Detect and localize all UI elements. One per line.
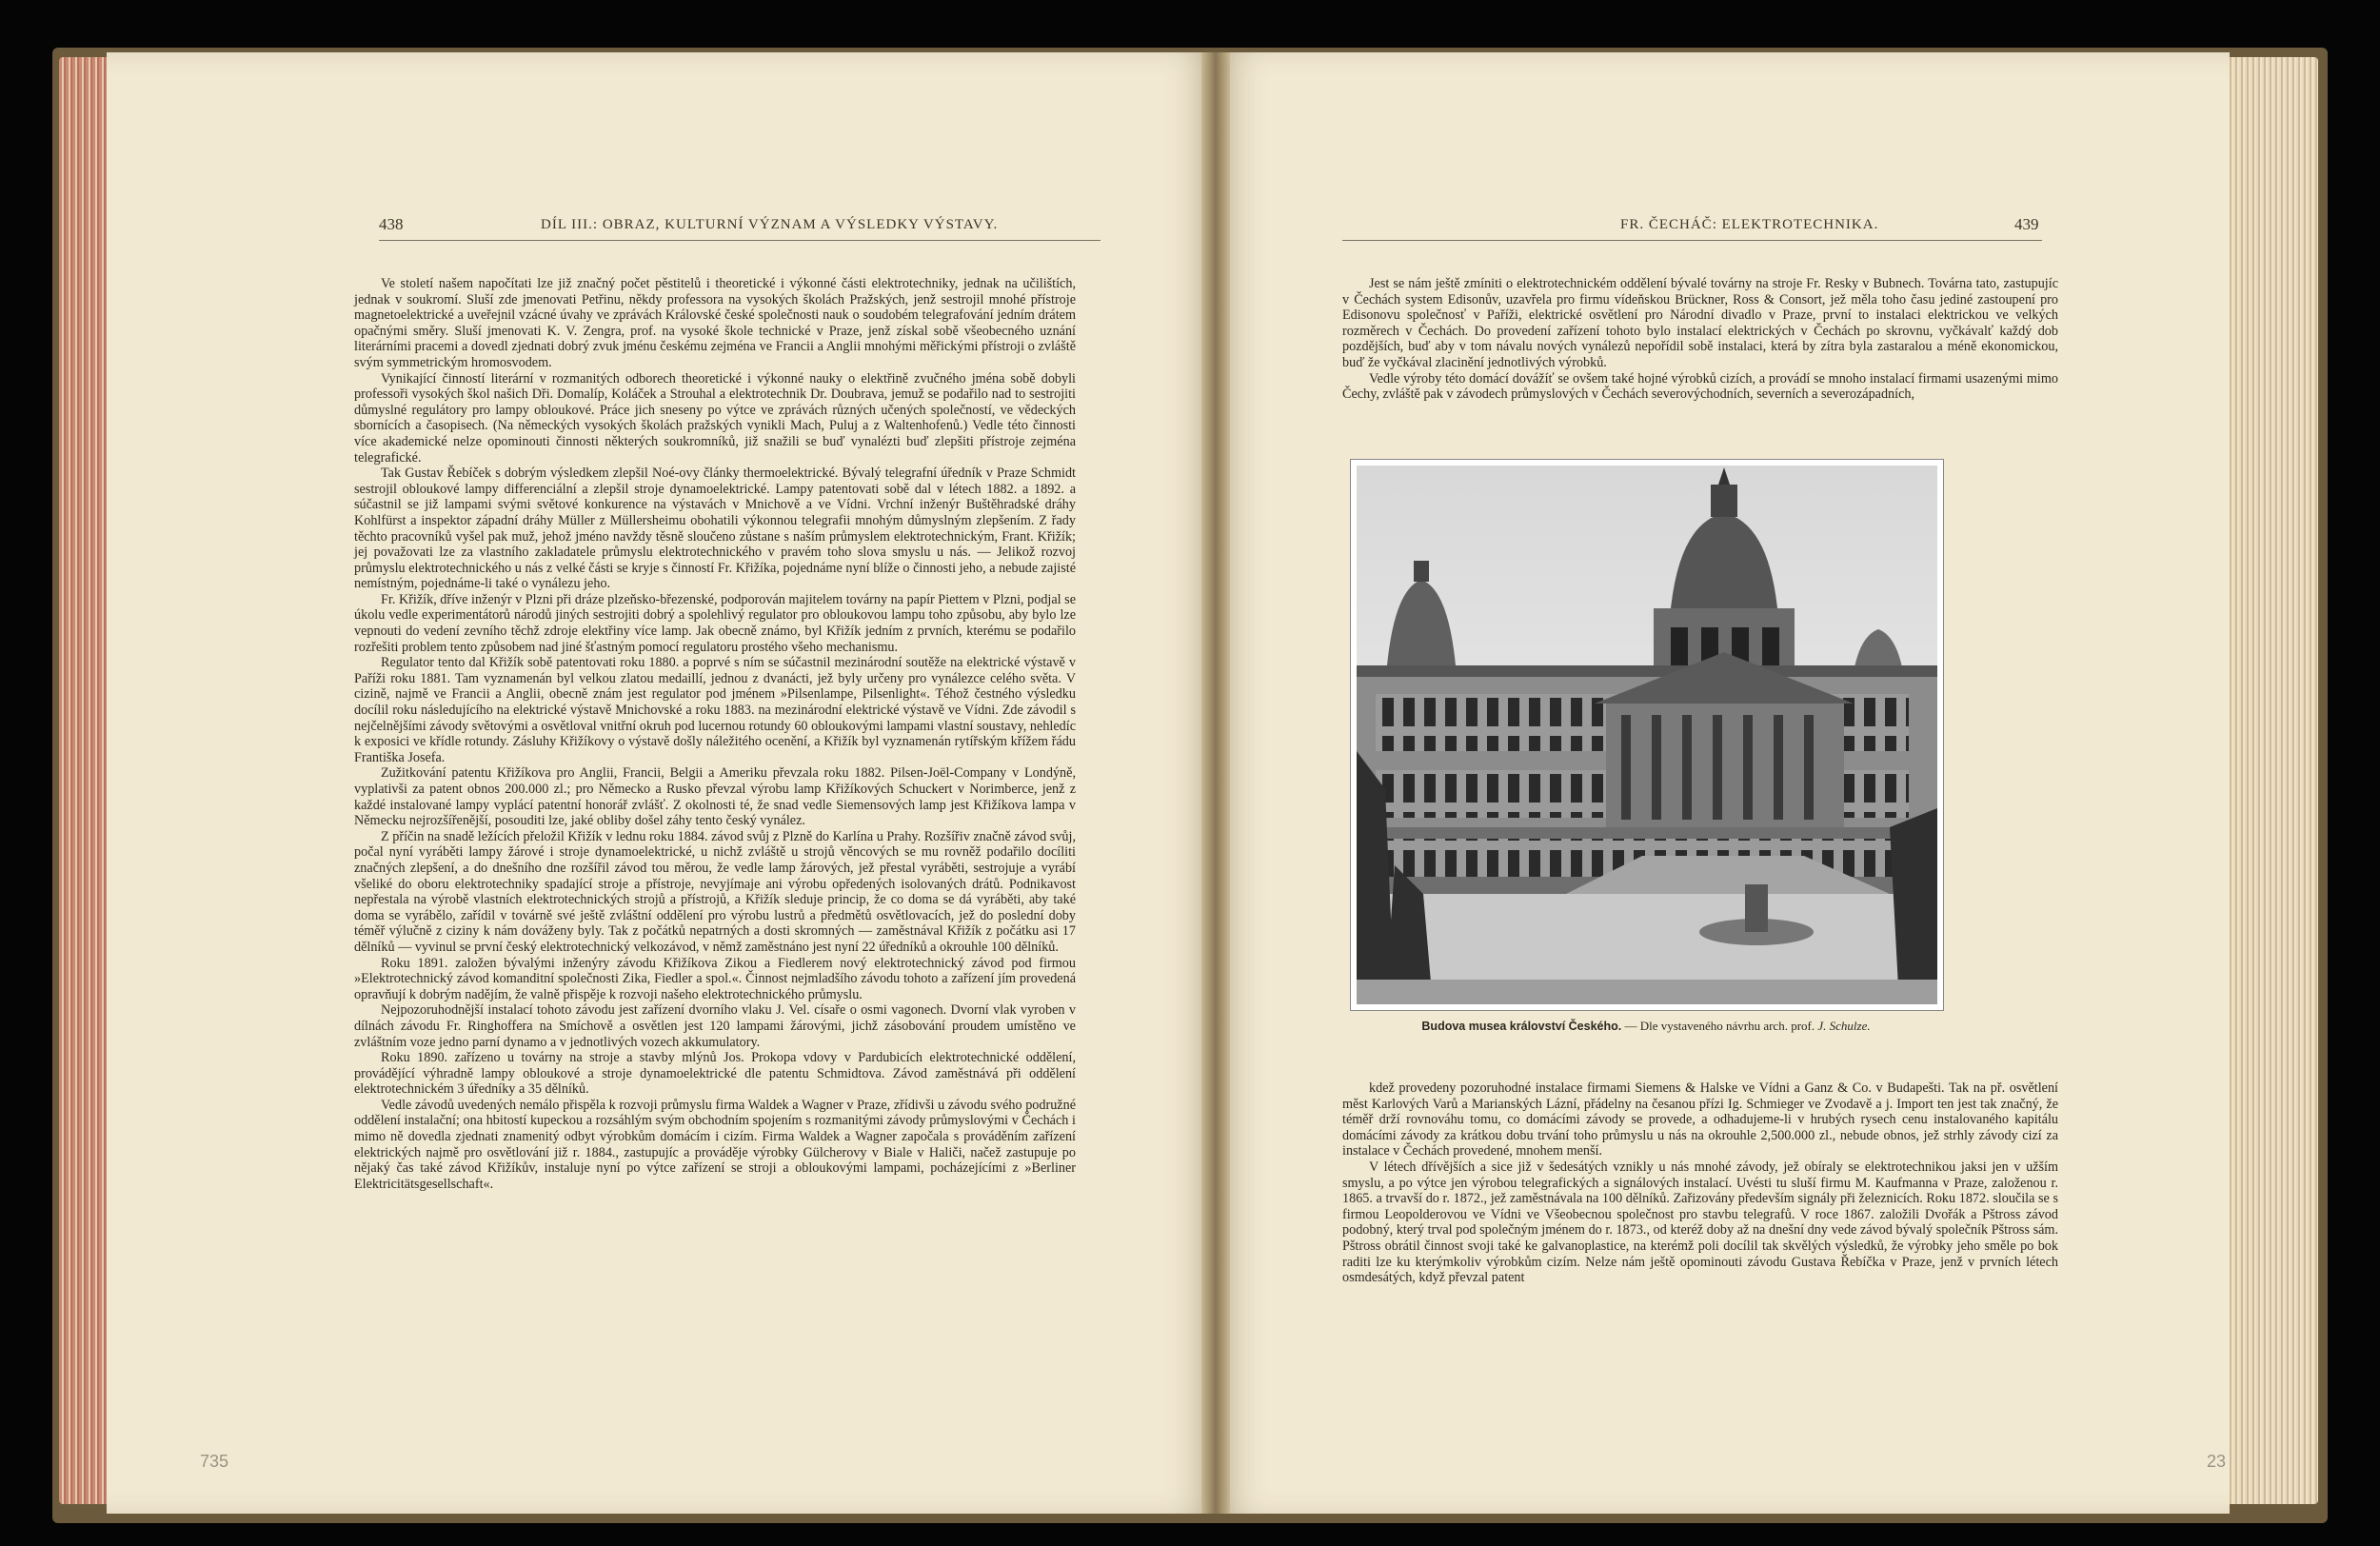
left-header-rule bbox=[379, 240, 1101, 241]
caption-author: J. Schulze. bbox=[1817, 1019, 1871, 1033]
right-header-rule bbox=[1342, 240, 2042, 241]
page-edges-right bbox=[2228, 57, 2318, 1504]
museum-engraving bbox=[1350, 459, 1944, 1011]
paragraph: Nejpozoruhodnější instalací tohoto závodu jest zařízení dvorního vlaku J. Vel. císaře o osmi vagonech. Dvorní vlak vyroben v dílnách závodu Fr. Ringhoffera na Smíchově a osvětlen jest 120 lampami žárovými, jichž zásobování proudem umístěno ve zvláštním voze jedno parní dynamo a v jednotlivých vozech akkumulatory. bbox=[354, 1002, 1076, 1050]
right-running-head: FR. ČECHÁČ: ELEKTROTECHNIKA. bbox=[1620, 217, 1879, 232]
pencil-mark-right: 23 bbox=[2207, 1452, 2227, 1471]
paragraph: Fr. Křižík, dříve inženýr v Plzni při dráze plzeňsko-březenské, podporován majitelem továrny na papír Piettem v Plzni, podjal se úkolu vedle experimentátorů národů jiných sestrojiti dobrý a spolehlivý regulator pro obloukovou lampu toho způsobu, aby bylo lze vepnouti do vedení zevního těchž zdroje elektřiny více lamp. Jak obecně známo, byl Křižík jedním z prvních, kterému se podařilo rozřešiti problem tento způsobem nad jiné šťastným pomocí regulatoru prostého všeho mechanismu. bbox=[354, 591, 1076, 655]
figure-caption bbox=[1350, 1019, 1942, 1034]
right-page-text-bottom bbox=[1342, 1080, 2058, 1286]
paragraph: Vynikající činností literární v rozmanitých odborech theoretické i výkonné nauky o elektřině zvučného jména sobě dobyli professoři vysokých škol našich Dři. Domalíp, Koláček a Strouhal a elektrotechnik Dr. Doubrava, jemuž se podařilo nad to sestrojiti důmyslné regulátory pro lampy obloukové. Práce jich sneseny po výtce ve zprávách různých učených společností, ve vědeckých sbornících a časopisech. (Na německých vysokých školách pražských vynikli Mach, Puluj a z Waltenhofenů.) Vedle této činnosti více akademické nelze opominouti činnosti některých soukromníků, již snažili se buď vynalézti buď zlepšiti přístroje zejména telegrafické. bbox=[354, 370, 1076, 466]
right-page-text-top bbox=[1342, 276, 2058, 403]
left-page-text bbox=[354, 276, 1076, 1192]
page-edges-left bbox=[59, 57, 109, 1504]
paragraph: kdež provedeny pozoruhodné instalace firmami Siemens & Halske ve Vídni a Ganz & Co. v Budapešti. Tak na př. osvětlení měst Karlových Varů a Marianských Lázní, přádelny na česanou přízi Ig. Schmieger ve Zvodavě a j. Import ten jest tak značný, že téměř drží rovnováhu tomu, co domácími závody se provede, a odhadujeme-li v hrubých rysech cenu instalovaného kapitálu domácími závody za krátkou dobu trvání toho průmyslu u nás na okrouhle 2,500.000 zl., nebude obnos, jež strhly závody cizí za instalace v Čechách provedené, mnohem menší. bbox=[1342, 1080, 2058, 1160]
paragraph: Vedle výroby této domácí dovážíť se ovšem také hojné výrobků cizích, a provádí se mnoho instalací firmami usazenými mimo Čechy, zvláště pak v závodech průmyslových v Čechách severovýchodních, severních a severozápadních, bbox=[1342, 370, 2058, 403]
paragraph: Zužitkování patentu Křižíkova pro Anglii, Francii, Belgii a Ameriku převzala roku 1882. Pilsen-Joël-Company v Londýně, vyplativši za patent obnos 200.000 zl.; pro Německo a Rusko převzal výrobu lamp Křižíkových Schuckert v Norimberce, jenž z každé instalované lampy vyplácí patentní honorář zvlášť. Z okolnosti té, že snad vedle Siemensových lamp jest Křižíkova lampa v Německu nejrozšířenější, posouditi lze, jaké obliby došel záhy tento český vynález. bbox=[354, 765, 1076, 829]
pencil-mark-left: 735 bbox=[200, 1452, 229, 1471]
paragraph: Regulator tento dal Křižík sobě patentovati roku 1880. a poprvé s ním se súčastnil mezinárodní soutěže na elektrické výstavě v Paříži roku 1881. Tam vyznamenán byl velkou zlatou medaillí, jednou z dvanácti, jež byly určeny pro vynálezce celého světa. V cizině, najmě ve Francii a Anglii, obecně znám jest regulator pod jménem »Pilsenlampe, Pilsenlight«. Téhož čestného výsledku docílil roku následujícího na elektrické výstavě Mnichovské a roku 1883. na mezinárodní elektrické výstavě ve Vídni. Zde závodil s nejčelnějšími závody světovými a osvětloval vnitřní okruh pod lucernou rotundy 60 obloukovými lampami vlastní soustavy, nehledíc k exposici ve křídle rotundy. Zásluhy Křižíkovy o výstavě došly náležitého ocenění, a Křižík byl vyznamenán rytířským křížem řádu Františka Josefa. bbox=[354, 655, 1076, 765]
paragraph: Z příčin na snadě ležících přeložil Křižík v lednu roku 1884. závod svůj z Plzně do Karlína u Prahy. Rozšířiv značně závod svůj, počal nyní vyráběti lampy žárové i stroje dynamoelektrické, u nichž zvláště u strojů věncových se mu rovněž podařilo docíliti značných zlepšení, a do dnešního dne rozšířil závod tou měrou, že vedle lamp žárových, jež přestal vyráběti, sestrojuje a vyrábí všeliké do oboru elektrotechniky spadající stroje a přístroje, nevyjímaje ani výrobu opředených isolovaných drátů. Podnikavost nepřestala na výrobě vlastních elektrotechnických strojů a přístrojů, a Křižík sleduje princip, že co doma se dá vyráběti, aby také doma se vyrábělo, zařídil v továrně své ještě zvláštní oddělení pro výrobu lustrů a předmětů osvětlovacích, jež do poslední doby téměř výlučně z ciziny k nám dováženy byly. Tak z počátků nepatrných a dosti skromných — zaměstnával Křižík z počátku asi 17 dělníků — vyvinul se první český elektrotechnický velkozávod, v němž zaměstnáno jest nyní 22 úředníků a okrouhle 100 dělníků. bbox=[354, 828, 1076, 955]
caption-text: — Dle vystaveného návrhu arch. prof. bbox=[1621, 1019, 1818, 1033]
caption-title: Budova musea království Českého. bbox=[1421, 1020, 1622, 1033]
museum-building-illustration bbox=[1357, 466, 1937, 1004]
right-page-number: 439 bbox=[2014, 215, 2039, 233]
paragraph: V létech dřívějších a sice již v šedesátých vznikly u nás mnohé závody, jež obíraly se elektrotechnikou jaksi jen v užším smyslu, a po výtce jen výrobou telegrafických a signálových instalací. Uvésti tu sluší firmu M. Kaufmanna v Praze, založenou r. 1865. a trvavší do r. 1872., jež zaměstnávala na 100 dělníků. Zařizovány především signály při železnicích. Roku 1872. sloučila se s firmou Leopolderovou ve Vídni ve Všeobecnou společnost pro stavbu telegrafů. V roce 1867. založili Dvořák a Pštross závod podobný, který trval pod společným jménem do r. 1873., od kteréž doby až na dnešní dny vede závod bývalý společník Pštross sám. Pštross obrátil činnost svoji také ke galvanoplastice, na kterémž poli docílil tak skvělých výsledků, že výrobky jeho směle po bok raditi lze ku kterýmkoliv výrobkům cizím. Nelze nám ještě opominouti závodu Gustava Řebíčka v Praze, jenž v prvních létech osmdesátých, když převzal patent bbox=[1342, 1159, 2058, 1286]
paragraph: Roku 1890. zařízeno u továrny na stroje a stavby mlýnů Jos. Prokopa vdovy v Pardubicích elektrotechnické oddělení, provádějící výhradně lampy obloukové a stroje dynamoelektrické dle patentu Schmidtova. Závod zaměstnává při oddělení elektrotechnickém 3 úředníky a 35 dělníků. bbox=[354, 1050, 1076, 1098]
book-gutter bbox=[1201, 52, 1230, 1514]
paragraph: Roku 1891. založen bývalými inženýry závodu Křižíkova Zikou a Fiedlerem nový elektrotechnický závod pod firmou »Elektrotechnický závod komanditní společnosti Zika, Fiedler a spol.«. Činnost nejmladšího závodu tohoto a zařízení jím provedená opravňují k dobrým nadějím, že valně přispěje k rozvoji našeho elektrotechnického průmyslu. bbox=[354, 955, 1076, 1002]
left-running-head: DÍL III.: OBRAZ, KULTURNÍ VÝZNAM A VÝSLEDKY VÝSTAVY. bbox=[541, 217, 999, 232]
paragraph: Jest se nám ještě zmíniti o elektrotechnickém oddělení bývalé továrny na stroje Fr. Resky v Bubnech. Továrna tato, zastupujíc v Čechách system Edisonův, uzavřela pro firmu vídeňskou Brückner, Ross & Consort, jež měla toho času jediné zastoupení pro Edisonovu společnosť v Paříži, elektrické osvětlení pro Národní divadlo v Praze, první to instalaci elektrickou ve velkých rozměrech v Čechách. Do provedení zařízení tohoto bylo instalací elektrických v Čechách po skrovnu, vyčkávalť každý dob pozdějších, buď aby v tom návalu nových vynálezů nepořídil sobě instalaci, která by zítra byla zastaralou a méně ekonomickou, buď že vyčkával zlacinění jednotlivých výrobků. bbox=[1342, 276, 2058, 370]
paragraph: Vedle závodů uvedených nemálo přispěla k rozvoji průmyslu firma Waldek a Wagner v Praze, zřídivši u závodu svého podružné oddělení instalační; ona hbitostí kupeckou a rozsáhlým svým obchodním spojením s rozmanitými závody průmyslovými v Čechách i mimo ně dovedla zjednati znamenitý odbyt výrobkům domácím i cizím. Firma Waldek a Wagner započala s prováděním zařízení elektrických najmě pro osvětlování již r. 1884., zastupujíc a prováděje výrobky Gülcherovy v Biale v Haliči, načež zastupuje po nějaký čas také závod Křižíkův, instaluje nyní po výtce zařízení se stroji a obloukovými lampami, pocházejícími z »Berliner Elektricitätsgesellschaft«. bbox=[354, 1097, 1076, 1192]
paragraph: Ve století našem napočítati lze již značný počet pěstitelů i theoretické i výkonné části elektrotechniky, jednak na učilištích, jednak v soukromí. Sluší zde jmenovati Petřinu, někdy professora na vysokých školách Pražských, jenž sestrojil mnohé přístroje magnetoelektrické a uveřejnil vzácné úvahy ve zprávách Královské české společnosti nauk o soudobém telegrafování jedním drátem opačnými směry. Sluší jmenovati K. V. Zengra, prof. na vysoké škole technické v Praze, jenž získal sobě všeobecného uznání literárními pracemi a dovedl zjednati dobrý zvuk jménu českému zejména ve Francii a Anglii mnohými měřickými přístroji o zvláště svým symmetrickým hromosvodem. bbox=[354, 276, 1076, 370]
paragraph: Tak Gustav Řebíček s dobrým výsledkem zlepšil Noé-ovy články thermoelektrické. Bývalý telegrafní úředník v Praze Schmidt sestrojil obloukové lampy differenciální a zlepšil stroje dynamoelektrické. Lampy patentovati sobě dal v létech 1882. a 1892. a súčastnil se již lampami svými světové konkurence na výstavách v Mnichově a ve Vídni. Vrchní inženýr Buštěhradské dráhy Kohlfürst a inspektor západní dráhy Müller z Müllersheimu obohatili výkonnou telegrafii mnohým důmyslným zlepšením. Z řady těchto pracovníků vyšel pak muž, jehož jméno navždy těsně sloučeno zůstane s naším průmyslem elektrotechnickým, Frant. Křižík; jej považovati lze za vlastního zakladatele průmyslu elektrotechnického v pravém toho slova smyslu u nás. — Jelikož rozvoj průmyslu elektrotechnického u nás z velké části se kryje s činností Fr. Křižíka, pojednáme nyní blíže o činnosti jeho, a nebude zajisté nemístným, pojednáme-li také o vynálezu jeho. bbox=[354, 466, 1076, 592]
left-page-number: 438 bbox=[379, 215, 404, 233]
